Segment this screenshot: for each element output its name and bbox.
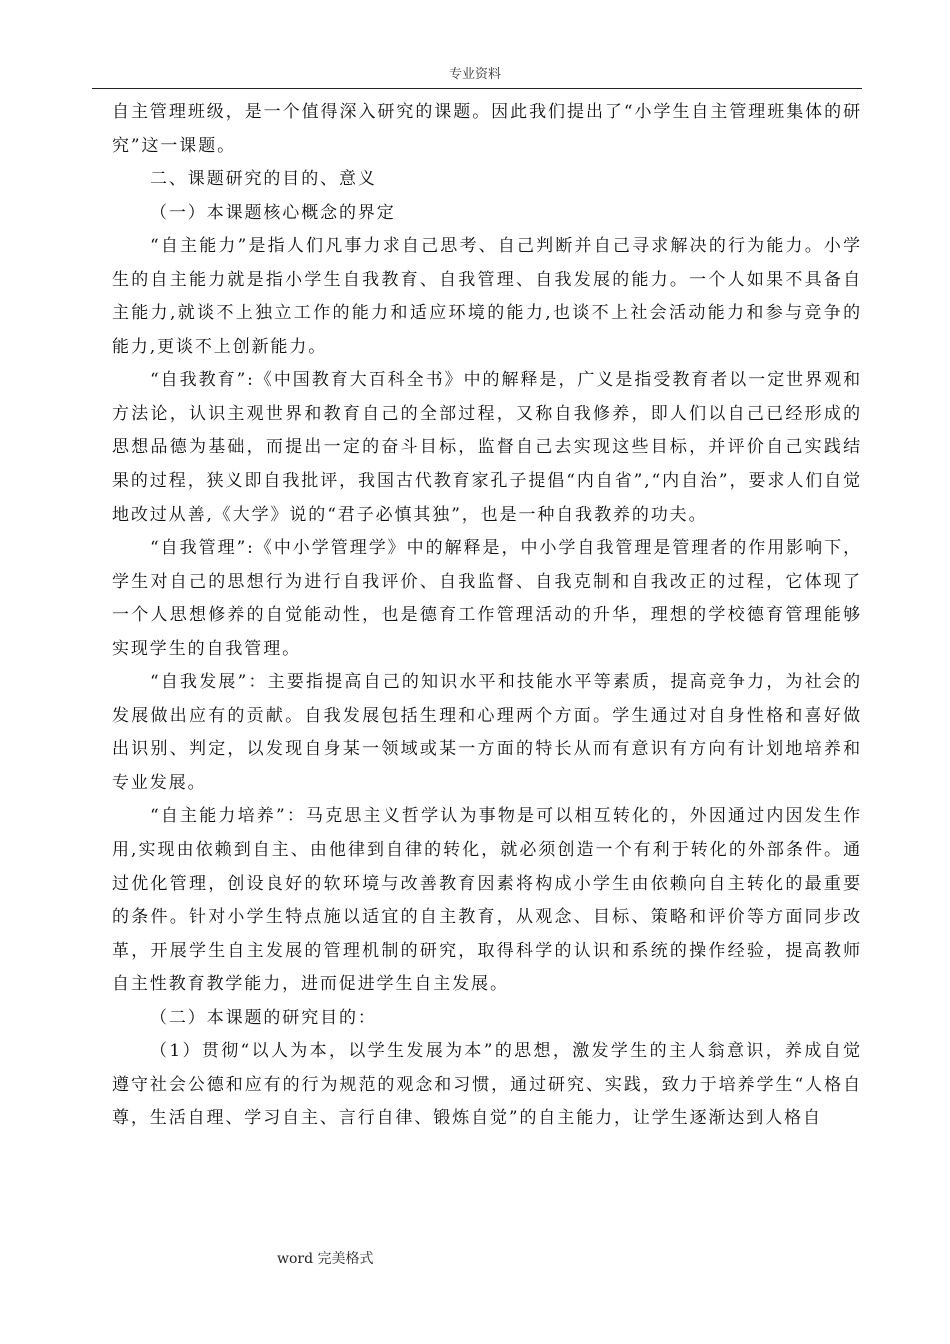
header-divider bbox=[92, 88, 862, 89]
document-body bbox=[112, 96, 862, 1136]
paragraph-autonomy-definition: “自主能力”是指人们凡事力求自己思考、自己判断并自己寻求解决的行为能力。小学生的自主能力就是指小学生自我教育、自我管理、自我发展的能力。一个人如果不具备自主能力,就谈不上独立工作的能力和适应环境的能力,也谈不上社会活动能力和参与竞争的能力,更谈不上创新能力。 bbox=[112, 236, 862, 357]
paragraph-autonomy-cultivation: “自主能力培养”：马克思主义哲学认为事物是可以相互转化的，外因通过内因发生作用,实现由依赖到自主、由他律到自律的转化，就必须创造一个有利于转化的外部条件。通过优化管理，创设良好的软环境与改善教育因素将构成小学生由依赖向自主转化的最重要的条件。针对小学生特点施以适宜的自主教育，从观念、目标、策略和评价等方面同步改革，开展学生自主发展的管理机制的研究，取得科学的认识和系统的操作经验，提高教师自主性教育教学能力，进而促进学生自主发展。 bbox=[112, 806, 862, 995]
paragraph-self-management: “自我管理”:《中小学管理学》中的解释是，中小学自我管理是管理者的作用影响下，学生对自己的思想行为进行自我评价、自我监督、自我克制和自我改正的过程，它体现了一个人思想修养的自觉能动性，也是德育工作管理活动的升华，理想的学校德育管理能够实现学生的自我管理。 bbox=[112, 538, 862, 659]
page-footer: word 完美格式 bbox=[277, 1251, 374, 1267]
subsection-heading-concepts: （一）本课题核心概念的界定 bbox=[150, 202, 396, 223]
section-heading-purpose: 二、课题研究的目的、意义 bbox=[150, 169, 377, 190]
paragraph-intro-continuation: 自主管理班级，是一个值得深入研究的课题。因此我们提出了“小学生自主管理班集体的研究”这一课题。 bbox=[112, 102, 862, 156]
paragraph-self-development: “自我发展”：主要指提高自己的知识水平和技能水平等素质，提高竞争力，为社会的发展做出应有的贡献。自我发展包括生理和心理两个方面。学生通过对自身性格和喜好做出识别、判定，以发现自身某一领域或某一方面的特长从而有意识有方向有计划地培养和专业发展。 bbox=[112, 672, 862, 793]
subsection-heading-research-purpose: （二）本课题的研究目的： bbox=[150, 1007, 377, 1028]
page-header: 专业资料 bbox=[448, 67, 501, 82]
paragraph-self-education: “自我教育”:《中国教育大百科全书》中的解释是，广义是指受教育者以一定世界观和方法论，认识主观世界和教育自己的全部过程，又称自我修养，即人们以自己已经形成的思想品德为基础，而提出一定的奋斗目标，监督自己去实现这些目标，并评价自己实践结果的过程，狭义即自我批评，我国古代教育家孔子提倡“内自省”,“内自治”，要求人们自觉地改过从善,《大学》说的“君子必慎其独”，也是一种自我教养的功夫。 bbox=[112, 370, 862, 525]
paragraph-purpose-item-1: （1）贯彻“以人为本，以学生发展为本”的思想，激发学生的主人翁意识，养成自觉遵守社会公德和应有的行为规范的观念和习惯，通过研究、实践，致力于培养学生“人格自尊，生活自理、学习自主、言行自律、锻炼自觉”的自主能力，让学生逐渐达到人格自 bbox=[112, 1041, 862, 1129]
